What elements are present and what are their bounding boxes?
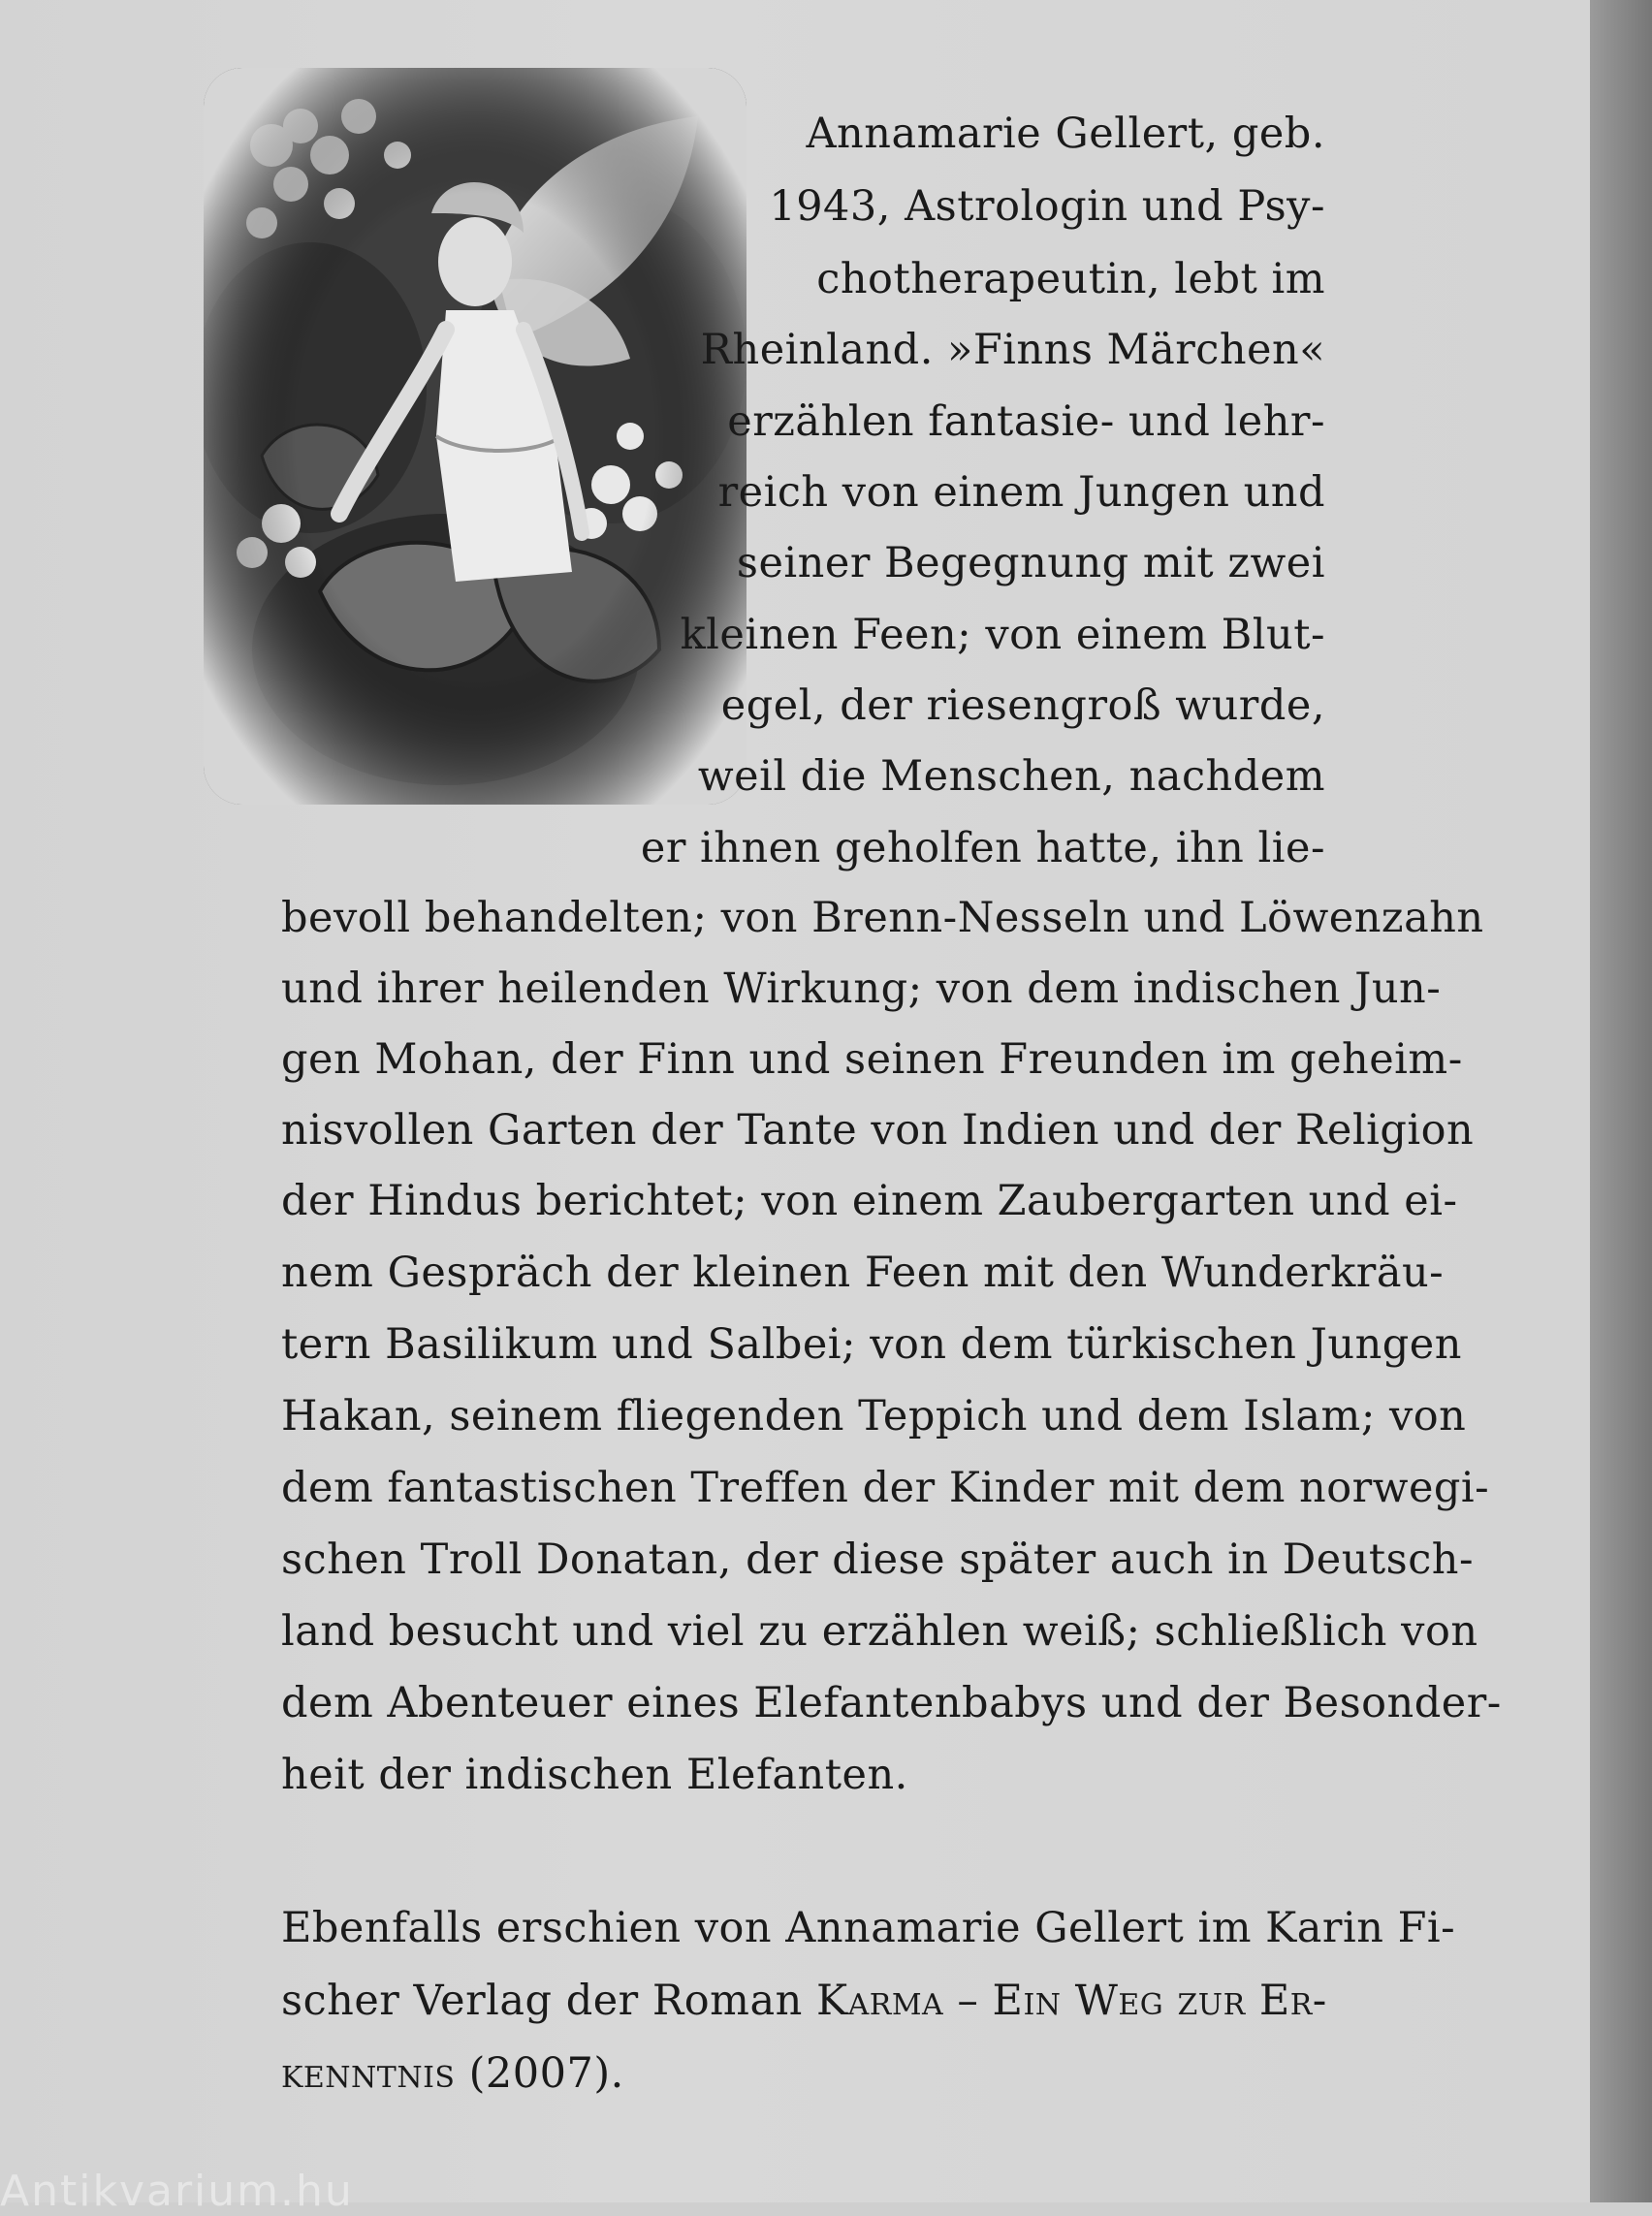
- body-line-6: nem Gespräch der kleinen Feen mit den Wunderkräu-: [281, 1249, 1445, 1297]
- also-published-line-1: Ebenfalls erschien von Annamarie Gellert im Karin Fi-: [281, 1904, 1456, 1952]
- body-line-7: tern Basilikum und Salbei; von dem türkischen Jungen: [281, 1320, 1462, 1369]
- bio-line-5: erzählen fantasie- und lehr-: [727, 397, 1325, 446]
- bio-line-1: Annamarie Gellert, geb.: [806, 110, 1325, 158]
- body-line-8: Hakan, seinem fliegenden Teppich und dem Islam; von: [281, 1392, 1467, 1440]
- page-edge-shadow: [1590, 0, 1652, 2202]
- bio-line-9: egel, der riesengroß wurde,: [720, 681, 1325, 730]
- body-line-9: dem fantastischen Treffen der Kinder mit dem norwegi-: [281, 1464, 1490, 1512]
- also-published-line-3: [281, 2049, 624, 2098]
- body-line-10: schen Troll Donatan, der diese später auch in Deutsch-: [281, 1535, 1475, 1584]
- body-line-3: gen Mohan, der Finn und seinen Freunden im geheim-: [281, 1035, 1463, 1084]
- body-line-13: heit der indischen Elefanten.: [281, 1751, 908, 1799]
- watermark: Antikvarium.hu: [0, 2167, 354, 2216]
- bio-line-3: chotherapeutin, lebt im: [816, 255, 1325, 303]
- body-line-12: dem Abenteuer eines Elefantenbabys und der Besonder-: [281, 1679, 1502, 1727]
- bio-line-2: 1943, Astrologin und Psy-: [769, 182, 1325, 231]
- bio-line-11: er ihnen geholfen hatte, ihn lie-: [640, 824, 1325, 872]
- book-title-karma: Karma – Ein Weg zur Er-: [815, 1977, 1327, 2025]
- bio-line-7: seiner Begegnung mit zwei: [736, 539, 1325, 587]
- body-line-2: und ihrer heilenden Wirkung; von dem indischen Jun-: [281, 965, 1442, 1013]
- fairy-illustration-icon: [204, 68, 747, 805]
- bio-line-10: weil die Menschen, nachdem: [697, 752, 1325, 801]
- bio-line-8: kleinen Feen; von einem Blut-: [680, 611, 1325, 659]
- also-published-prefix: scher Verlag der Roman: [281, 1977, 816, 2025]
- body-line-1: bevoll behandelten; von Brenn-Nesseln und Löwenzahn: [281, 894, 1484, 942]
- bio-line-6: reich von einem Jungen und: [717, 468, 1325, 517]
- also-published-line-2: [281, 1977, 1327, 2025]
- body-line-4: nisvollen Garten der Tante von Indien und der Religion: [281, 1106, 1475, 1155]
- body-line-11: land besucht und viel zu erzählen weiß; schließlich von: [281, 1607, 1478, 1656]
- bio-line-4: Rheinland. »Finns Märchen«: [700, 326, 1325, 374]
- body-line-5: der Hindus berichtet; von einem Zaubergarten und ei-: [281, 1177, 1458, 1225]
- publication-year: (2007).: [455, 2049, 624, 2098]
- book-title-karma-end: kenntnis: [281, 2049, 456, 2098]
